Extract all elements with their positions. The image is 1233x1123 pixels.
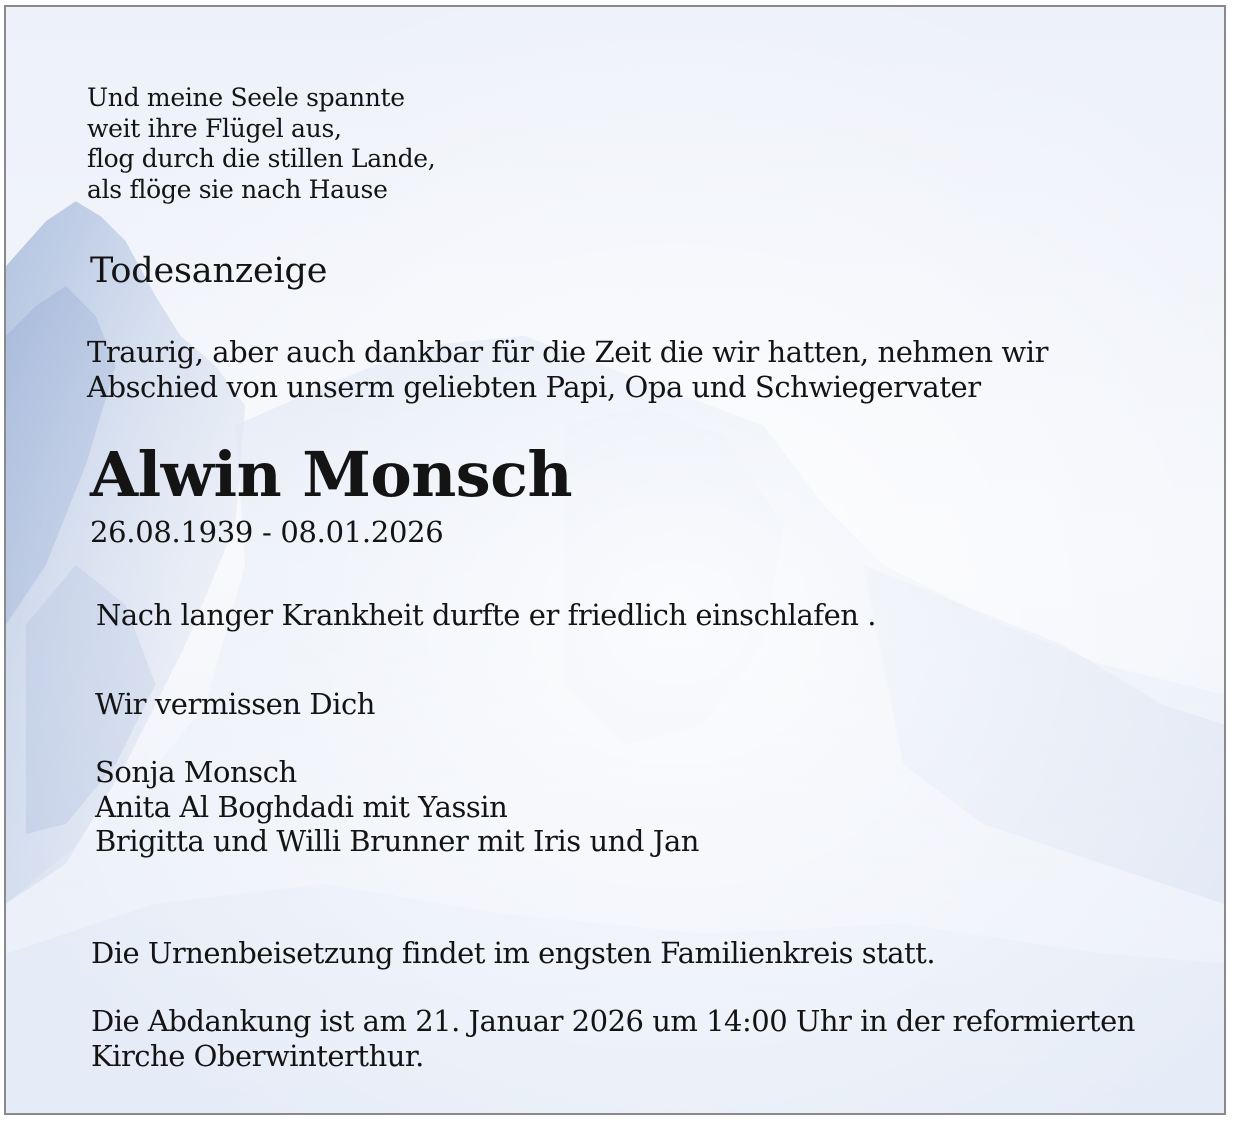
intro-line: Traurig, aber auch dankbar für die Zeit die wir hatten, nehmen wir <box>87 335 1049 369</box>
intro-text <box>87 335 1048 405</box>
poem-line: als flöge sie nach Hause <box>87 174 388 204</box>
intro-line: Abschied von unserm geliebten Papi, Opa und Schwiegervater <box>87 370 981 404</box>
obituary-content <box>6 7 1224 1113</box>
service-line: Die Abdankung ist am 21. Januar 2026 um 14:00 Uhr in der reformierten <box>91 1004 1135 1038</box>
life-dates: 26.08.1939 - 08.01.2026 <box>90 515 444 549</box>
poem-line: flog durch die stillen Lande, <box>87 144 436 173</box>
service-line: Kirche Oberwinterthur. <box>91 1038 424 1073</box>
mourners-list <box>95 755 699 859</box>
mourner-item: Brigitta und Willi Brunner mit Iris und Jan <box>95 824 700 858</box>
service-notice <box>91 1004 1135 1073</box>
mourner-item: Sonja Monsch <box>95 755 297 789</box>
closing-phrase: Wir vermissen Dich <box>95 687 376 721</box>
urn-notice: Die Urnenbeisetzung findet im engsten Familienkreis statt. <box>91 936 936 970</box>
obituary-card <box>4 5 1226 1115</box>
deceased-name: Alwin Monsch <box>90 438 573 511</box>
poem <box>87 83 435 205</box>
mourner-item: Anita Al Boghdadi mit Yassin <box>95 789 508 824</box>
notice-heading: Todesanzeige <box>90 251 328 291</box>
passing-sentence: Nach langer Krankheit durfte er friedlich einschlafen . <box>96 598 877 632</box>
poem-line: Und meine Seele spannte <box>87 83 405 112</box>
poem-line: weit ihre Flügel aus, <box>87 113 342 143</box>
